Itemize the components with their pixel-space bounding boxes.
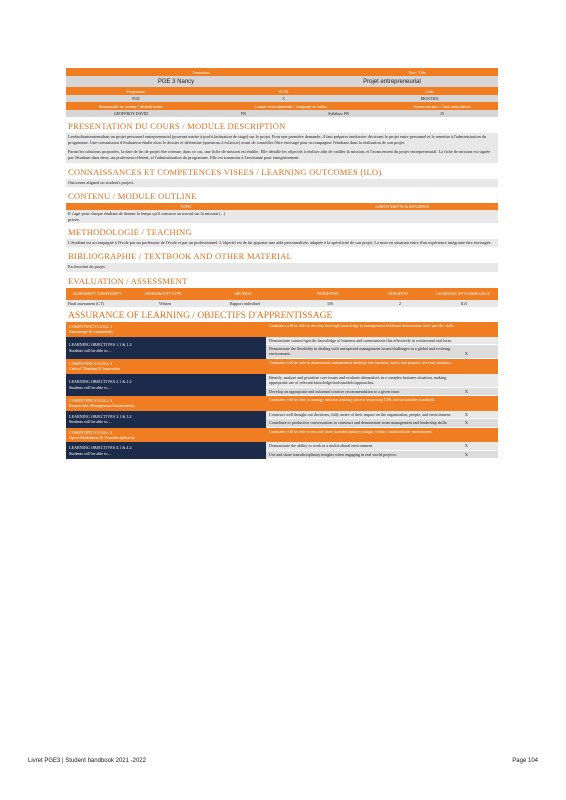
assignments-label: ASSIGN MENTS & READINGS (374, 204, 430, 210)
ilo-heading: CONNAISSANCES ET COMPETENCES VISEES / LEARNING OUTCOMES (ILO) (68, 166, 382, 177)
page-footer (28, 758, 538, 764)
objective-mark: X (464, 351, 468, 357)
objective-item (266, 419, 498, 427)
leader-label-row (66, 102, 498, 110)
eval-h-weighting: WEIGHTING (316, 291, 340, 297)
eval-row (66, 300, 498, 307)
eval-h-component: ASSESMENT COMPONENT (72, 291, 122, 297)
objectives-items (266, 442, 498, 459)
goal-row (66, 396, 498, 411)
objectives-label: LEARNING OBJECTIVES 3.1 & 3.2 (69, 413, 132, 419)
footer-left: Livret PGE3 | Student handbook 2021 -2022 (28, 758, 146, 764)
objectives-items (266, 374, 498, 396)
goal-description: Graduates will be able to develop thorough knowledge in management fieldsand demonstrate their specific skills. (266, 322, 498, 337)
objective-text: Contribute to productive conversations to construct and demonstrate team management and leadership skills. (269, 420, 448, 426)
presentation-text-2: Parmi les solutions proposées, la date de fin de projet être retenue, dans ce cas, une fiche de mission est établie. Elle détaille les objectifs à réaliser afin de valider la mission, et l'avancement du projet entrepreneurial. La fiche de mission est signée par l'étudiant dans deux, un professeur référent, et l'administration du programme. Elle est transmise à l'assistante pour enregistrement. (66, 148, 498, 163)
objectives-label: LEARNING OBJECTIVES 4.1 & 4.2 (69, 445, 132, 451)
goal-description: Graduates will be able to use and share transdisciplinary insight within a multicultural environment. (266, 428, 498, 443)
goal-name: Open-Mindedness & Transdisciplinarity (69, 434, 135, 440)
ects-label: ECTS (278, 88, 289, 94)
objective-text: Construct well thought out decisions, fully aware of their impact on the organization, people, and environment. (269, 411, 451, 417)
objectives-items (266, 337, 498, 359)
language-value: FR (241, 111, 246, 116)
topic-line-1: Il s'agit pour chaque étudiant de donner le temps qu'il consacre au travail sur la mission (...) (68, 211, 226, 217)
assurance-heading: ASSURANCE OF LEARNING / OBJECTIFS D'APPRENTISSAGE (68, 310, 333, 321)
assurance-grid (66, 322, 498, 459)
goal-cell (66, 428, 266, 443)
eval-h-ilo: LEARNING OUTCOMES (ILO) (436, 291, 490, 297)
topic-text (66, 210, 498, 223)
programme-value-row (66, 95, 498, 102)
eval-h-method: METHOD (234, 291, 252, 297)
objectives-sub: Students will be able to.... (69, 450, 112, 456)
eval-duration: 2 (399, 300, 401, 306)
objective-item (266, 388, 498, 396)
objective-text: Identify, analyze and prioritize core issues and evaluate alternatives in a complex business situation, making appropriate use of relevant knowledge/tools/models/approaches. (269, 374, 447, 386)
course-sheet (66, 68, 498, 459)
goal-row (66, 322, 498, 337)
eval-method: Rapport individuel (229, 300, 261, 306)
goal-label: COMPETENCY/GOAL 2 (69, 360, 113, 366)
biblio-text: En fonction du projet. (66, 263, 498, 271)
objective-text: Develop an appropriate and informed creative recommendation to a given issue. (269, 388, 401, 394)
objective-item (266, 442, 498, 450)
goal-label: COMPETENCY/GOAL 3 (69, 397, 113, 403)
goal-name: Critical Thinking & Innovation (69, 366, 121, 372)
objectives-row (66, 374, 498, 396)
objectives-cell (66, 374, 266, 396)
programme-label-row (66, 87, 498, 95)
presentation-text: Lesétudiantsentrentdans un projet personnel entrepreneurial (pouvant mettre à profit lasituation de stage) sur le projet. Pour une première demande, il faut préparer tandossier décrivant le projet entre personnel et le remettre à l'administration du programme. Une commission d'évaluation étudie alors le dossier et détermine (questions à éclaircir) avant de conseiller l'être envisagé pour accompagner l'étudiant dans la réalisation de son projet. (66, 133, 498, 148)
goal-row (66, 359, 498, 374)
goal-description: Graduates will be able to manage decision making process respecting CSR and sustainable standards. (266, 396, 498, 411)
goal-cell (66, 396, 266, 411)
objectives-cell (66, 442, 266, 459)
syllabus-value: Syllabus: FR (328, 111, 349, 116)
goal-name: Responsible Management/Sustainability (69, 403, 136, 409)
ects-value: 3 (282, 96, 285, 101)
eval-h-type: ASSESSM ENT TYPE (144, 291, 182, 297)
header-label-row (66, 68, 498, 76)
eval-h-duration: DURATION (387, 291, 409, 297)
eval-ilo: ILO (460, 300, 468, 306)
method-text: L'étudiant est accompagné à l'école par un professeur de l'école et par un professionnel. L'objectif est de lui apporter une aide personnalisée, adaptée à la spécificité de son projet. La mise en situation entre d'un expérience intégrante être envisagée. (66, 239, 498, 247)
footer-page: Page 104 (512, 758, 538, 764)
eval-type: Written (158, 300, 172, 306)
objectives-items (266, 411, 498, 428)
presentation-heading: PRESENTATION DU COURS / MODULE DESCRIPTION (68, 121, 286, 131)
objectives-sub: Students will be able to.... (69, 347, 112, 353)
leader-value-row (66, 110, 498, 117)
course-title: Projet entrepreneurial (363, 78, 421, 85)
volume-label: Volume horaire / Class contacthours (413, 103, 471, 109)
header-value-row (66, 76, 498, 87)
goal-label: COMPETENCY/GOAL 4 (69, 429, 113, 435)
code-value: MGNT403 (420, 96, 439, 101)
hours-value: 15 (440, 111, 444, 116)
code-label: Code (425, 88, 434, 94)
objective-item (266, 411, 498, 419)
objectives-label: LEARNING OBJECTIVES 1.1 & 1.2 (69, 342, 132, 348)
promotion-label: Promotion (192, 69, 210, 75)
ilo-text: Outcomes aligned on student's project. (66, 179, 498, 187)
objectives-row (66, 411, 498, 428)
objectives-cell (66, 337, 266, 359)
programme-code: PGE (132, 96, 140, 101)
eval-heading: EVALUATION / ASSESSMENT (68, 275, 188, 286)
objective-mark: X (464, 420, 468, 426)
language-label: Langue d'enseignement / Language of tuition (254, 103, 328, 109)
objective-mark: X (464, 388, 468, 394)
objective-item (266, 374, 498, 388)
outline-header-row (66, 203, 498, 210)
title-label: Titre / Title (407, 69, 427, 75)
objective-text: Use and share transdisciplinary insights when engaging in real world projects. (269, 451, 397, 457)
objectives-row (66, 337, 498, 359)
eval-header-row (66, 288, 498, 300)
objectives-row (66, 442, 498, 459)
objective-item (266, 345, 498, 359)
objective-mark: X (464, 451, 468, 457)
goal-cell (66, 322, 266, 337)
leader-value: GEOFFROY DAVID (113, 111, 149, 116)
objectives-label: LEARNING OBJECTIVES 2.1 & 2.2 (69, 379, 132, 385)
objective-mark: X (464, 411, 468, 417)
leader-label: Responsable de module / Module leader (98, 103, 164, 109)
programme-value: PGE 3 Nancy (157, 78, 195, 85)
topic-label: TOPIC (180, 204, 192, 210)
objectives-sub: Students will be able to.... (69, 419, 112, 425)
objective-text: Demonstrate the ability to work in a multicultural environment. (269, 443, 374, 449)
topic-line-2: privée. (68, 216, 80, 222)
goal-label: COMPETENCY/GOAL 1 (69, 323, 113, 329)
goal-row (66, 428, 498, 443)
goal-name: Knowledge & Adaptability (69, 329, 114, 335)
objective-item (266, 451, 498, 459)
objective-text: Demonstrate the flexibility in dealing with unexpected management issues/challenges in a global and evolving environment. (269, 346, 451, 357)
eval-component: Final assessment (CT) (68, 300, 104, 306)
objective-item (266, 337, 498, 345)
outline-heading: CONTENU / MODULE OUTLINE (68, 191, 197, 202)
objectives-sub: Students will be able to.... (69, 384, 112, 390)
goal-cell (66, 359, 266, 374)
objective-text: Demonstrate context-specific knowledge of business and communicate this effectively in written and oral form. (269, 337, 452, 343)
programme-label: Programme (126, 88, 146, 94)
biblio-heading: BIBLIOGRAPHIE / TEXTBOOK AND OTHER MATERIAL (68, 251, 292, 262)
objective-mark: X (464, 443, 468, 449)
method-heading: METHODOLOGIE / TEACHING (68, 227, 192, 238)
objectives-cell (66, 411, 266, 428)
eval-weighting: 100 (327, 300, 333, 306)
goal-description: Graduates will be able to demonstrate independent thinking into business issues and propose relevant solutions. (266, 359, 498, 374)
